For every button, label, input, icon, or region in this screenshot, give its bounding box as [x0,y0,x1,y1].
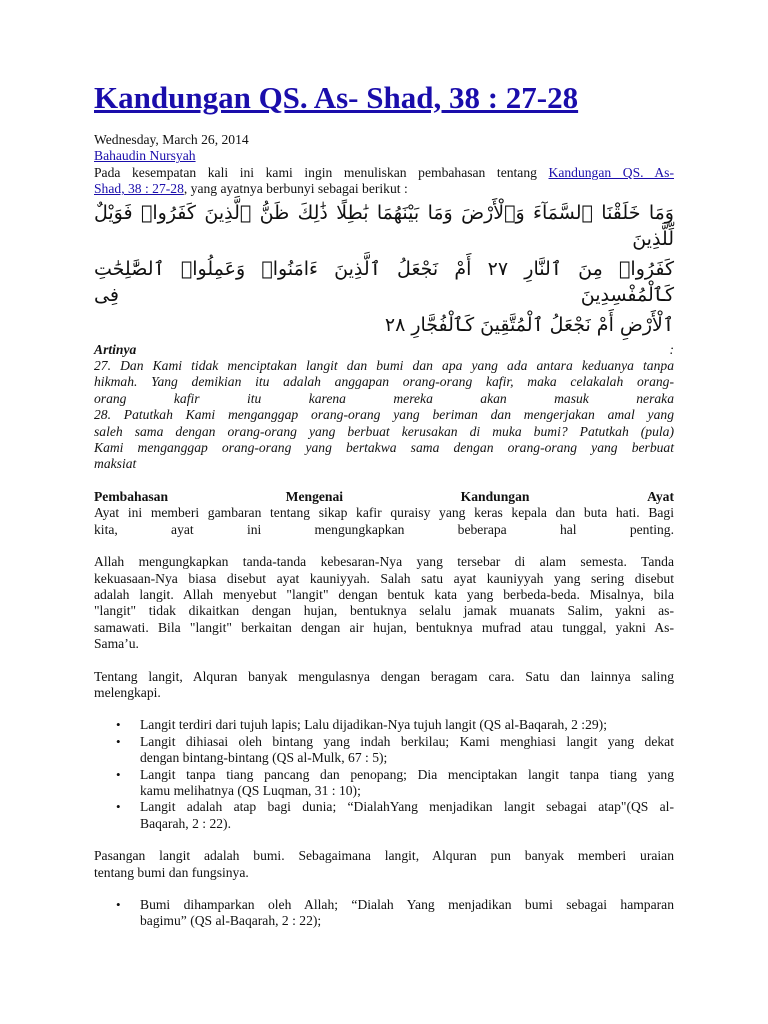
translation-line: orang kafir itu karena mereka akan masuk neraka [94,390,674,406]
arabic-verse [94,200,674,338]
translation-line: 28. Patutkah Kami menganggap orang-orang yang beriman dan mengerjakan amal yang [94,407,674,423]
heading-word: Pembahasan [94,488,169,504]
page-title[interactable]: Kandungan QS. As- Shad, 38 : 27-28 [94,80,579,115]
arabic-line: كَفَرُوا۟ مِنَ ٱلنَّارِ ٢٧ أَمْ نَجْعَلُ ٱلَّذِينَ ءَامَنُوا۟ وَعَمِلُوا۟ ٱلصَّٰلِحَٰتِ كَٱلْمُفْسِدِينَ فِى [94,257,675,306]
paragraph-line: Tentang langit, Alquran banyak mengulasnya dengan beragam cara. Satu dan lainnya saling [94,668,674,684]
artinya-label: Artinya [94,341,137,357]
heading-word: Ayat [647,488,674,504]
list-item [140,717,674,733]
author-link[interactable]: Bahaudin Nursyah [94,148,196,164]
translation-line: 27. Dan Kami tidak menciptakan langit dan bumi dan apa yang ada antara keduanya tanpa [94,358,674,374]
list-item-line: • Langit tanpa tiang pancang dan penopang; Dia menciptakan langit tanpa tiang yang [140,766,674,782]
bumi-list [94,897,674,930]
list-item [140,897,674,930]
post-date: Wednesday, March 26, 2014 [94,132,249,147]
langit-list [94,717,674,832]
heading-word: Mengenai [285,488,344,504]
intro-text: Pada kesempatan kali ini kami ingin menuliskan pembahasan tentang [94,164,549,180]
translation-block [94,358,674,473]
paragraph-line: kita, ayat ini mengungkapkan beberapa hal penting. [94,521,674,537]
list-item-line: • Langit adalah atap bagi dunia; “DialahYang menjadikan langit sebagai atap"(QS al- [140,799,674,815]
list-item-line: bagimu” (QS al-Baqarah, 2 : 22); [140,913,322,929]
artinya-colon: : [669,341,674,357]
heading-word: Kandungan [460,488,530,504]
paragraph-line: samawati. Bila "langit" berkaitan dengan air hujan, bentuknya mufrad atau tunggal, yakni As- [94,619,674,635]
paragraph-line: tentang bumi dan fungsinya. [94,864,249,880]
intro-link-part-1[interactable]: Kandungan QS. As- [548,164,674,180]
list-item-line: • Langit terdiri dari tujuh lapis; Lalu dijadikan-Nya tujuh langit (QS al-Baqarah, 2 :29); [140,717,607,733]
artinya-heading [94,342,674,358]
paragraph-line: "langit" tidak dikaitkan dengan hujan, bentuknya selalu jamak muanats Salim, yakni as- [94,603,674,619]
paragraph-line: kekuasaan-Nya biasa disebut ayat kauniyyah. Salah satu ayat kauniyyah yang sering disebut [94,570,674,586]
list-item [140,734,674,767]
paragraph-line: Allah mengungkapkan tanda-tanda kebesaran-Nya yang tersebar di alam semesta. Tanda [94,554,674,570]
intro-line-1 [94,165,674,181]
section-heading [94,489,674,505]
paragraph-line: Pasangan langit adalah bumi. Sebagaimana langit, Alquran pun banyak memberi uraian [94,848,674,864]
list-item-line: Baqarah, 2 : 22). [140,815,231,831]
translation-line: hikmah. Yang demikian itu adalah anggapan orang-orang kafir, maka celakalah orang- [94,374,674,390]
list-item-line: dengan bintang-bintang (QS al-Mulk, 67 : 5); [140,750,388,766]
list-item-line: • Langit dihiasai oleh bintang yang indah berkilau; Kami menghiasi langit yang dekat [140,733,674,749]
paragraph-line: Sama’u. [94,636,139,652]
translation-line: maksiat [94,456,137,472]
list-item-line: • Bumi dihamparkan oleh Allah; “Dialah Yang menjadikan bumi sebagai hamparan [140,897,674,912]
arabic-line: ٱلْأَرْضِ أَمْ نَجْعَلُ ٱلْمُتَّقِينَ كَٱلْفُجَّارِ ٢٨ [384,313,674,336]
paragraph-line: adalah langit. Allah menyebut "langit" dengan bentuk kata yang berbeda-beda. Misalnya, bila [94,586,674,602]
translation-line: saleh sama dengan orang-orang yang berbuat kerusakan di muka bumi? Patutkah (pula) [94,423,674,439]
paragraph-line: melengkapi. [94,684,161,700]
intro-text-end: , yang ayatnya berbunyi sebagai berikut : [183,181,408,197]
list-item-line: kamu melihatnya (QS Luqman, 31 : 10); [140,782,361,798]
paragraph-line: Ayat ini memberi gambaran tentang sikap kafir quraisy yang keras kepala dan buta hati. Bagi [94,505,674,521]
list-item [140,799,674,832]
intro-line-2 [94,181,674,197]
arabic-line: وَمَا خَلَقْنَا ٱلسَّمَآءَ وَٱلْأَرْضَ وَمَا بَيْنَهُمَا بَٰطِلًا ذَٰلِكَ ظَنُّ ٱلَّذِينَ كَفَرُوا۟ فَوَيْلٌ لِّلَّذِينَ [94,201,674,250]
intro-link-part-2[interactable]: Shad, 38 : 27-28 [94,181,184,197]
list-item [140,767,674,800]
translation-line: Kami menganggap orang-orang yang bertakwa sama dengan orang-orang yang berbuat [94,440,674,456]
